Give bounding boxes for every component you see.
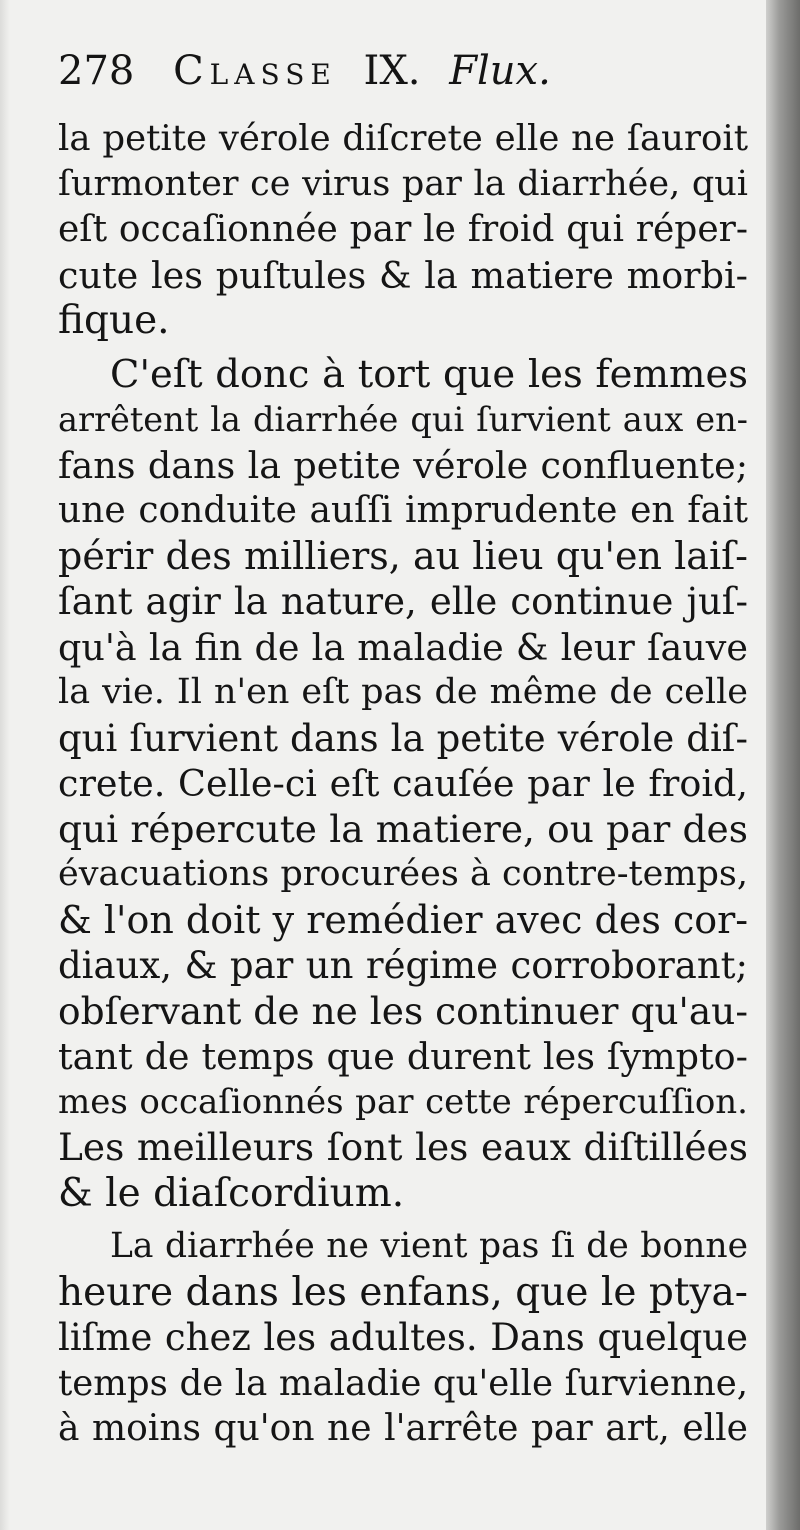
text-line: obſervant de ne les continuer qu'au- bbox=[58, 988, 748, 1033]
text-line: tant de temps que durent les ſympto- bbox=[58, 1035, 748, 1078]
page-gutter-shadow bbox=[766, 0, 800, 1530]
text-line: à moins qu'on ne l'arrête par art, elle bbox=[58, 1408, 748, 1449]
text-line: périr des milliers, au lieu qu'en laiſ- bbox=[58, 533, 748, 578]
text-line: arrêtent la diarrhée qui ſurvient aux en- bbox=[58, 400, 748, 439]
text-line: la vie. Il n'en eſt pas de même de celle bbox=[58, 672, 748, 712]
text-line: fique. bbox=[58, 298, 170, 343]
page-left-edge bbox=[0, 0, 10, 1530]
text-line: la petite vérole diſcrete elle ne ſauroit bbox=[58, 118, 748, 159]
paragraph bbox=[58, 1224, 748, 1452]
text-line: évacuations procurées à contre-temps, bbox=[58, 854, 748, 894]
running-head bbox=[58, 48, 551, 108]
text-line: & l'on doit y remédier avec des cor- bbox=[58, 897, 749, 942]
text-line: C'eſt donc à tort que les femmes bbox=[110, 351, 748, 397]
paragraph bbox=[58, 116, 748, 344]
text-line: Les meilleurs ſont les eaux diſtillées bbox=[58, 1125, 748, 1169]
text-line: La diarrhée ne vient pas ſi de bonne bbox=[110, 1226, 748, 1266]
body-text bbox=[58, 116, 748, 1452]
class-label: Classe bbox=[173, 48, 337, 94]
text-line: ſurmonter ce virus par la diarrhée, qui bbox=[58, 163, 748, 204]
paragraph bbox=[58, 352, 748, 1217]
text-line: qui ſurvient dans la petite vérole diſ- bbox=[58, 716, 748, 760]
text-line: fans dans la petite vérole confluente; bbox=[58, 443, 748, 487]
text-line: & le diaſcordium. bbox=[58, 1170, 405, 1216]
page-number: 278 bbox=[58, 48, 135, 94]
text-line: eſt occaſionnée par le froid qui réper- bbox=[58, 209, 748, 250]
section-title: Flux. bbox=[449, 48, 551, 94]
text-line: heure dans les enfans, que le ptya- bbox=[58, 1269, 748, 1315]
text-line: crete. Celle-ci eſt cauſée par le froid, bbox=[58, 762, 748, 805]
text-line: diaux, & par un régime corroborant; bbox=[58, 944, 748, 987]
text-line: temps de la maladie qu'elle ſurvienne, bbox=[58, 1362, 748, 1404]
text-line: ſant agir la nature, elle continue juſ- bbox=[58, 580, 748, 623]
class-numeral: IX. bbox=[363, 48, 421, 94]
text-line: qu'à la fin de la maladie & leur ſauve bbox=[58, 625, 748, 669]
text-line: cute les puſtules & la matiere morbi- bbox=[58, 253, 748, 297]
text-line: une conduite auſſi imprudente en fait bbox=[58, 490, 748, 531]
text-line: liſme chez les adultes. Dans quelque bbox=[58, 1316, 748, 1359]
text-line: qui répercute la matiere, ou par des bbox=[58, 806, 748, 851]
text-line: mes occaſionnés par cette répercuſſion. bbox=[58, 1081, 748, 1122]
